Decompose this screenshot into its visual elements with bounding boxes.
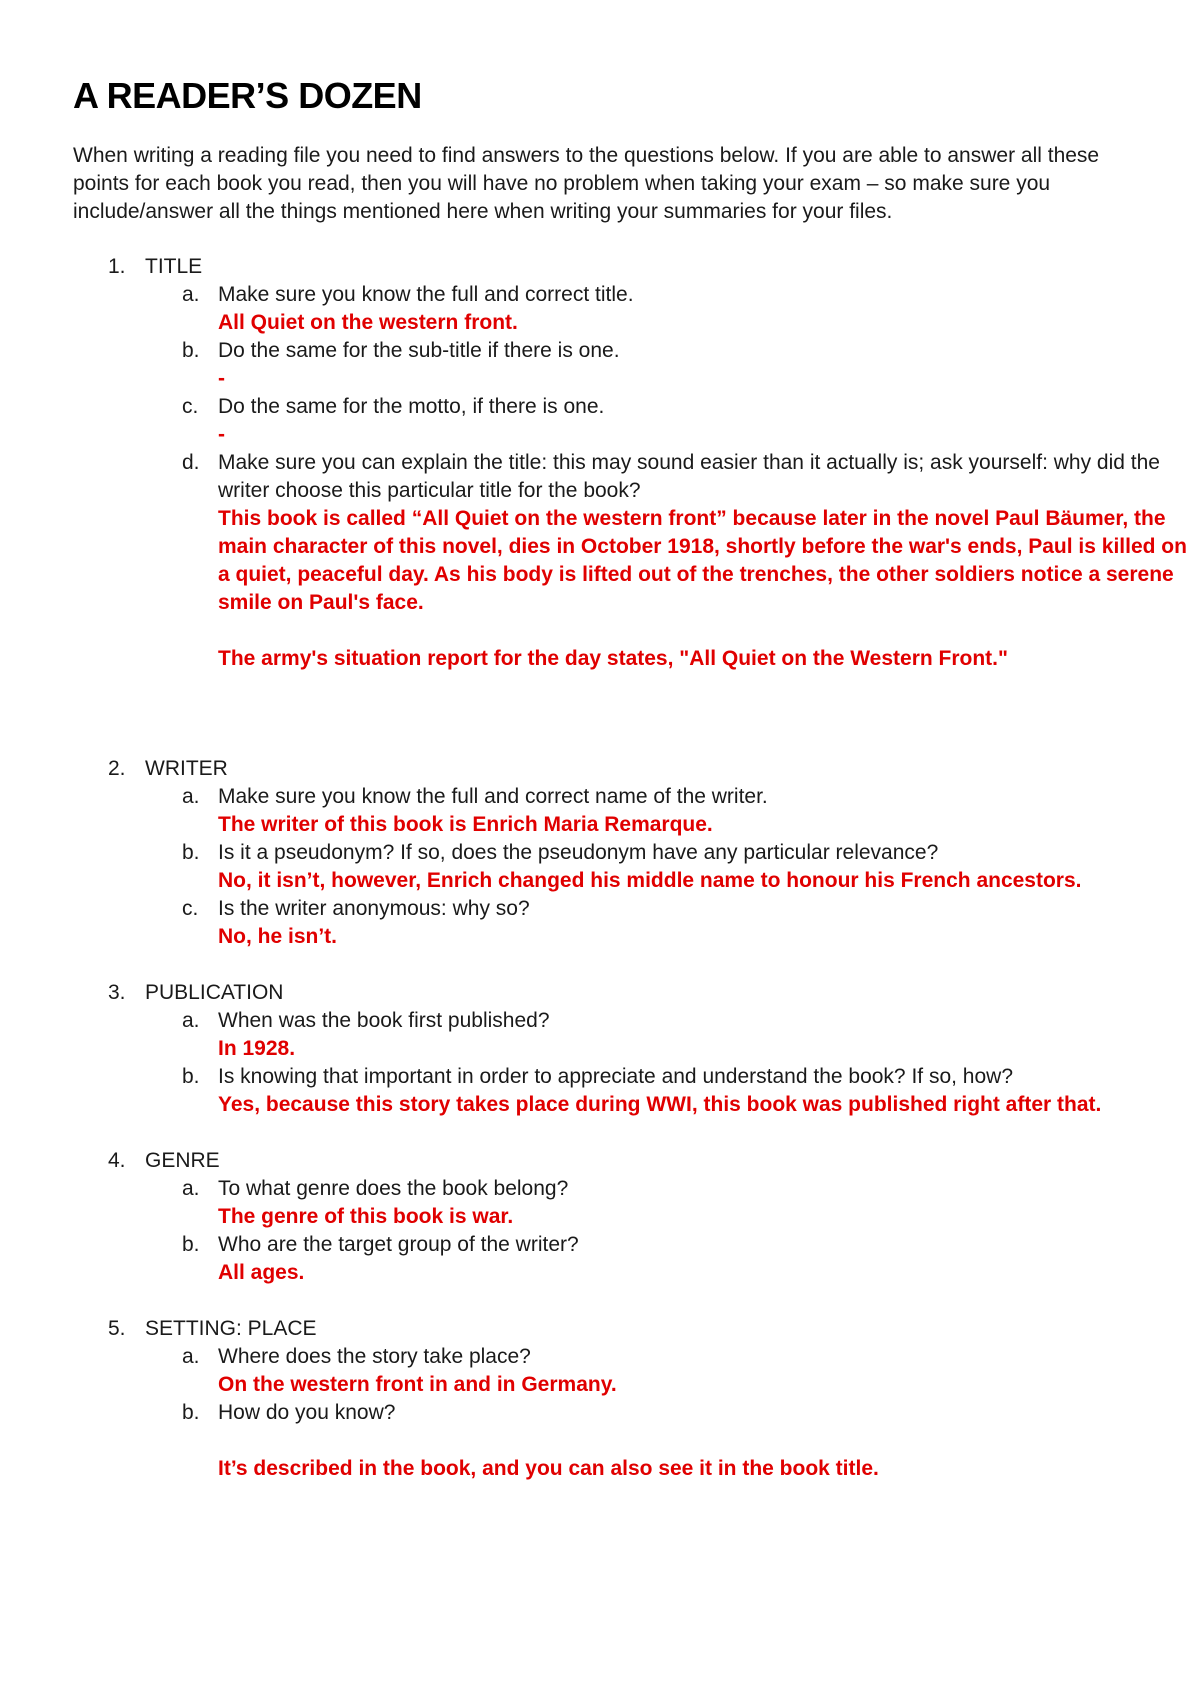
question-item <box>73 1175 1198 1203</box>
question-item <box>73 1007 1198 1035</box>
question-text: How do you know? <box>218 1401 396 1424</box>
answer-text: It’s described in the book, and you can also see it in the book title. <box>218 1457 879 1480</box>
question-text: Is knowing that important in order to appreciate and understand the book? If so, how? <box>218 1065 1013 1088</box>
question-letter: a. <box>182 785 200 808</box>
answer-text: This book is called “All Quiet on the western front” because later in the novel Paul Bäumer, the main character of this novel, dies in October 1918, shortly before the war's ends, Paul is killed on a quiet, peaceful day. As his body is lifted out of the trenches, the other soldiers notice a serene smile on Paul's face. <box>218 507 1187 614</box>
question-letter: b. <box>182 339 200 362</box>
answer-text: No, it isn’t, however, Enrich changed his middle name to honour his French ancestors. <box>218 869 1082 892</box>
section-number: 3. <box>108 981 126 1004</box>
answer-text: The writer of this book is Enrich Maria Remarque. <box>218 813 713 836</box>
question-text: Make sure you know the full and correct name of the writer. <box>218 785 768 808</box>
question-letter: d. <box>182 451 200 474</box>
question-letter: b. <box>182 1233 200 1256</box>
answer-text: On the western front in and in Germany. <box>218 1373 617 1396</box>
section-setting-place <box>73 1315 1140 1483</box>
document-title: A READER’S DOZEN <box>73 75 422 116</box>
question-text: Where does the story take place? <box>218 1345 531 1368</box>
section-number: 4. <box>108 1149 126 1172</box>
section-title-label: WRITER <box>145 757 228 780</box>
answer-text: The genre of this book is war. <box>218 1205 514 1228</box>
question-text: Make sure you can explain the title: this may sound easier than it actually is; ask yourself: why did the writer choose this particular title for the book? <box>218 451 1160 502</box>
question-letter: a. <box>182 1177 200 1200</box>
section-title-label: SETTING: PLACE <box>145 1317 317 1340</box>
question-letter: b. <box>182 1065 200 1088</box>
question-text: Make sure you know the full and correct title. <box>218 283 634 306</box>
question-item <box>73 393 1198 421</box>
question-letter: b. <box>182 1401 200 1424</box>
section-writer <box>73 755 1140 951</box>
question-text: Who are the target group of the writer? <box>218 1233 579 1256</box>
answer-text: - <box>218 367 225 390</box>
question-text: To what genre does the book belong? <box>218 1177 569 1200</box>
answer-text: The army's situation report for the day states, "All Quiet on the Western Front." <box>218 647 1008 670</box>
section-heading <box>73 755 1140 783</box>
section-heading <box>73 1147 1140 1175</box>
answer-text: All Quiet on the western front. <box>218 311 518 334</box>
question-letter: a. <box>182 1009 200 1032</box>
section-heading <box>73 253 1140 281</box>
section-title-label: GENRE <box>145 1149 220 1172</box>
answer-text: All ages. <box>218 1261 305 1284</box>
section-publication <box>73 979 1140 1119</box>
question-item <box>73 783 1198 811</box>
question-text: When was the book first published? <box>218 1009 550 1032</box>
question-text: Do the same for the motto, if there is one. <box>218 395 605 418</box>
question-letter: a. <box>182 283 200 306</box>
answer-text: - <box>218 423 225 446</box>
question-item <box>73 337 1198 365</box>
question-letter: c. <box>182 395 199 418</box>
question-text: Do the same for the sub-title if there is one. <box>218 339 620 362</box>
section-number: 5. <box>108 1317 126 1340</box>
section-title-label: TITLE <box>145 255 203 278</box>
section-title <box>73 253 1187 673</box>
question-item <box>73 1231 1198 1259</box>
question-item <box>73 449 1198 505</box>
question-item <box>73 839 1198 867</box>
question-item <box>73 1399 1198 1427</box>
section-title-label: PUBLICATION <box>145 981 284 1004</box>
question-letter: b. <box>182 841 200 864</box>
section-number: 1. <box>108 255 126 278</box>
question-letter: a. <box>182 1345 200 1368</box>
section-number: 2. <box>108 757 126 780</box>
answer-text: No, he isn’t. <box>218 925 338 948</box>
question-letter: c. <box>182 897 199 920</box>
section-heading <box>73 1315 1140 1343</box>
question-item <box>73 281 1198 309</box>
question-text: Is it a pseudonym? If so, does the pseudonym have any particular relevance? <box>218 841 939 864</box>
question-item <box>73 1343 1198 1371</box>
answer-text: In 1928. <box>218 1037 296 1060</box>
question-item <box>73 895 1198 923</box>
section-genre <box>73 1147 1140 1287</box>
section-heading <box>73 979 1140 1007</box>
answer-text: Yes, because this story takes place during WWI, this book was published right after that. <box>218 1093 1102 1116</box>
question-item <box>73 1063 1198 1091</box>
question-text: Is the writer anonymous: why so? <box>218 897 530 920</box>
intro-paragraph: When writing a reading file you need to find answers to the questions below. If you are able to answer all these points for each book you read, then you will have no problem when taking your exam – so make sure you include/answer all the things mentioned here when writing your summaries for your files. <box>73 144 1100 223</box>
